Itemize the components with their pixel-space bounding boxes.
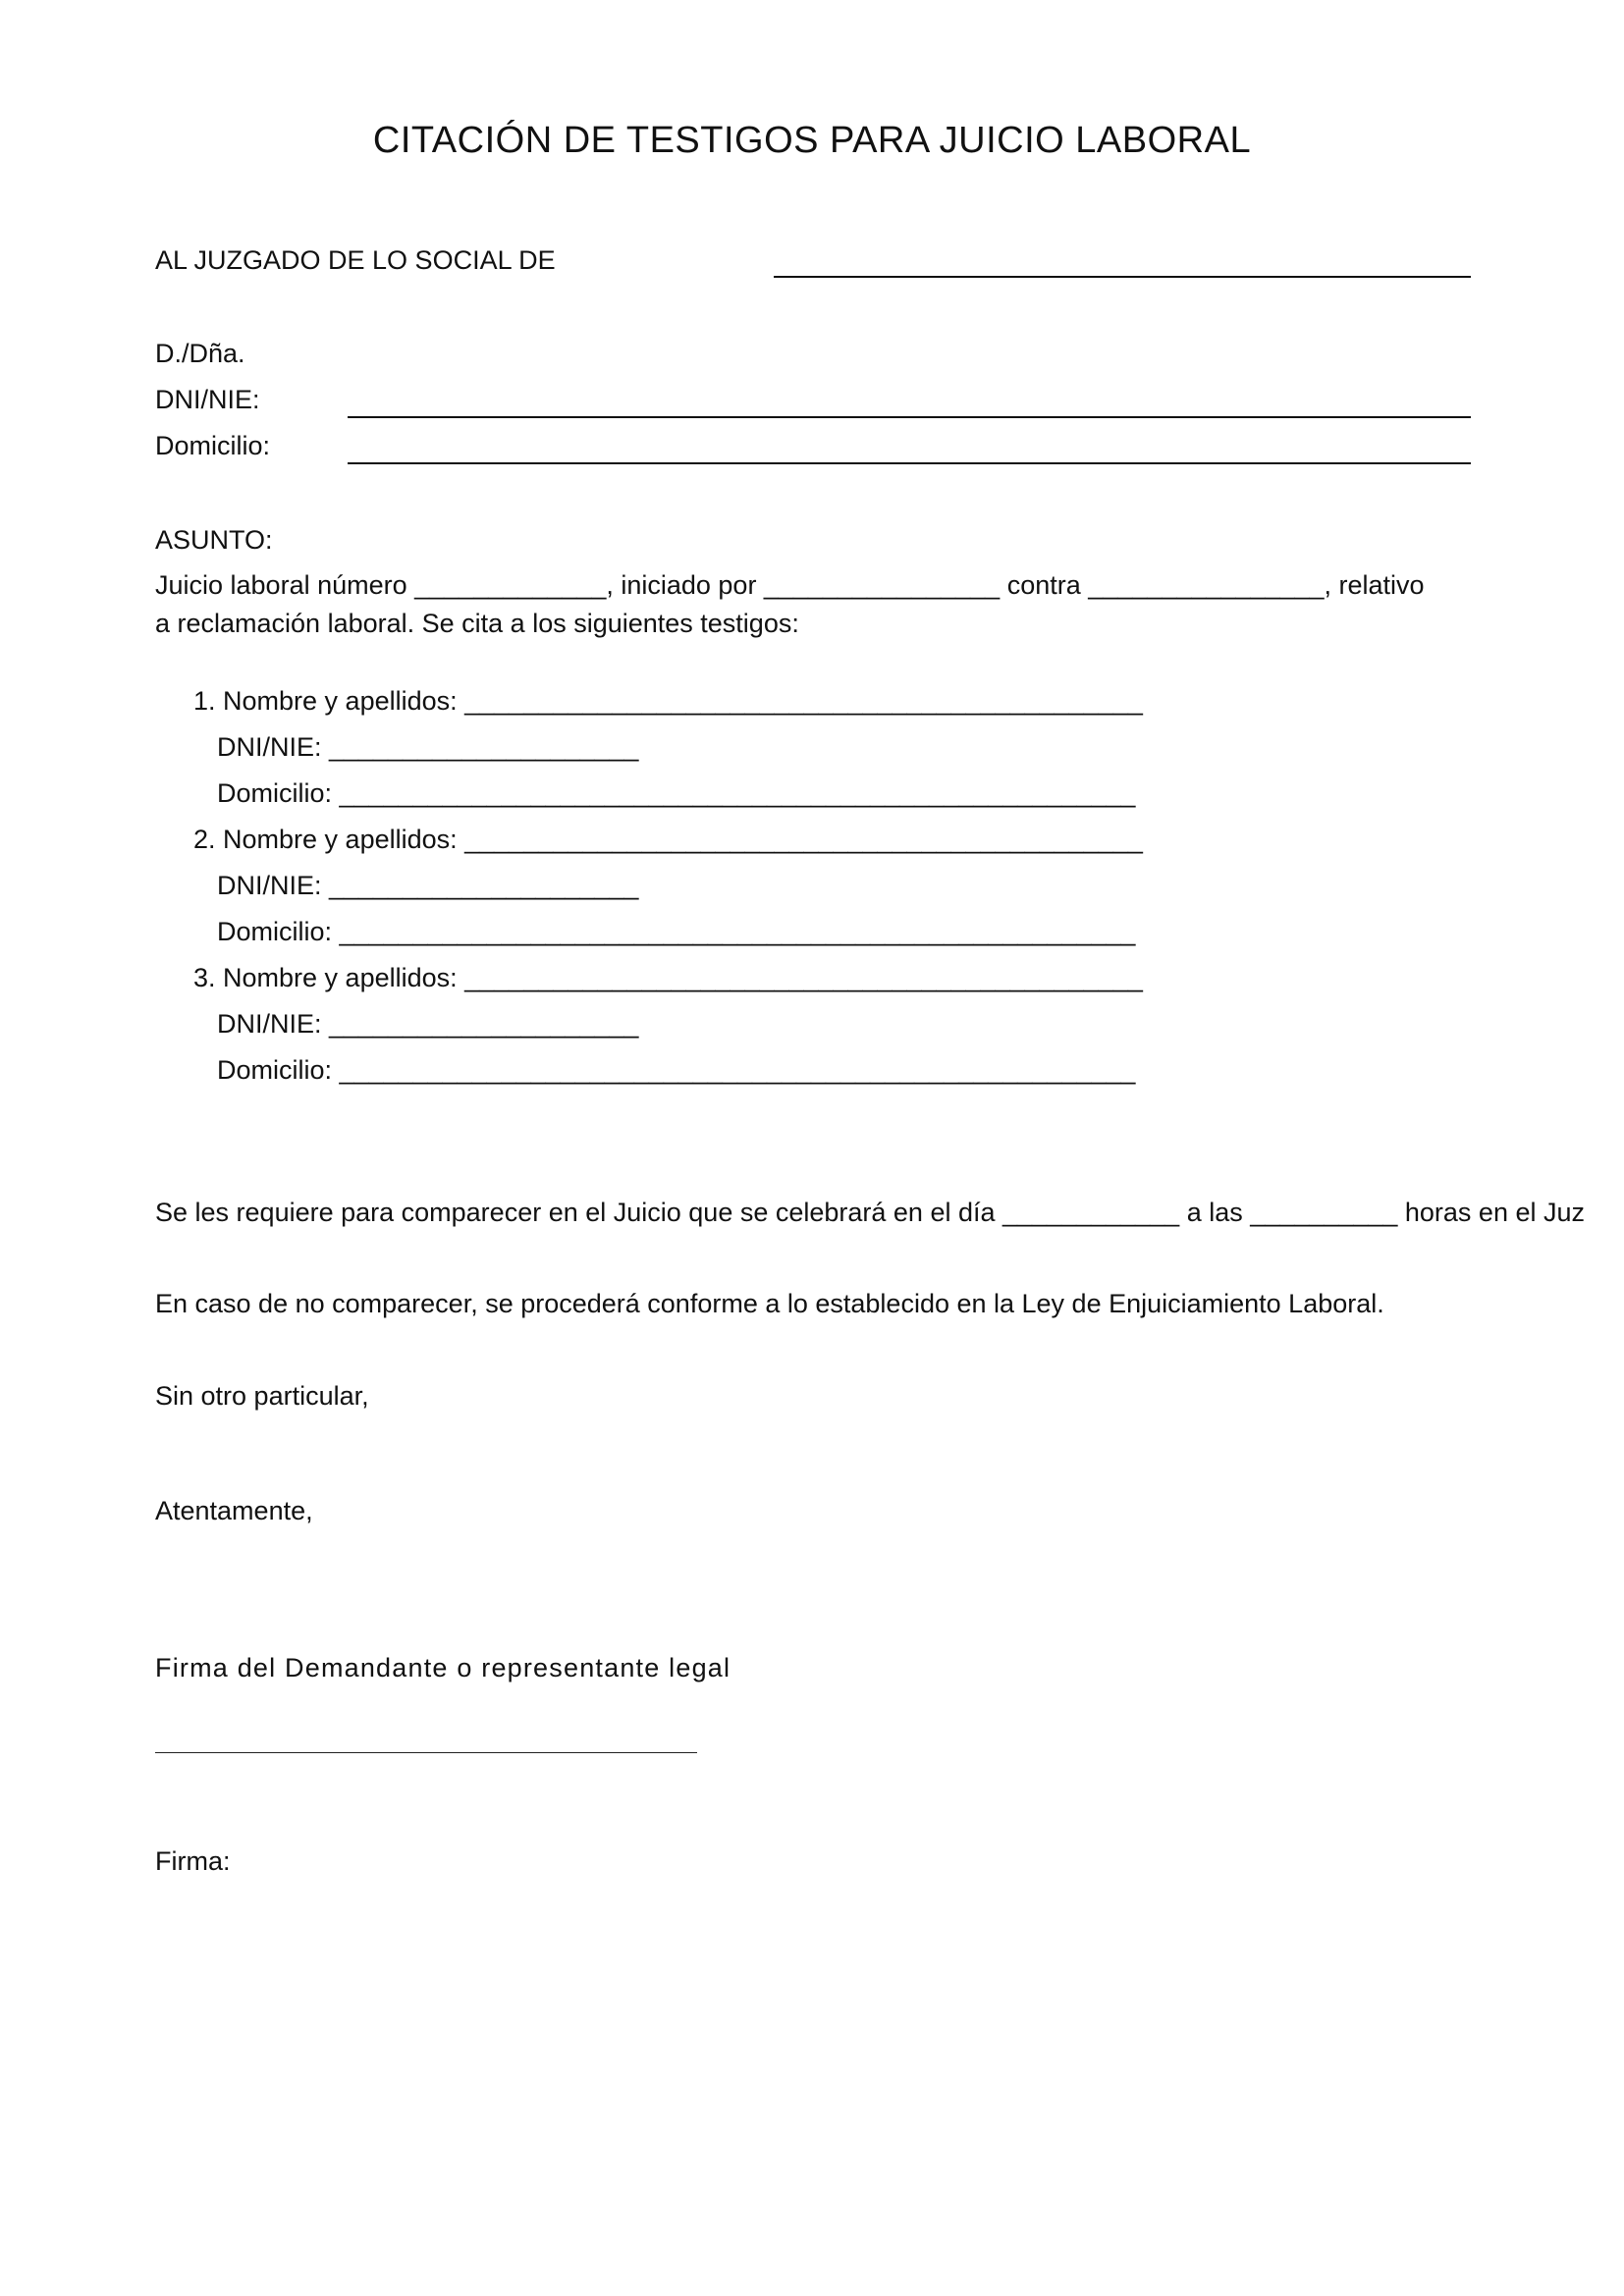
witness-2-dni-line: DNI/NIE: _____________________	[217, 871, 639, 900]
subject-heading: ASUNTO:	[155, 525, 273, 555]
signature-line	[155, 1752, 697, 1753]
applicant-address-blank-line	[348, 462, 1471, 464]
witness-3-address-line: Domicilio: ______________________________________________________	[217, 1055, 1136, 1085]
applicant-dni-label: DNI/NIE:	[155, 385, 260, 414]
witness-2-name-line: 2. Nombre y apellidos: ______________________________________________	[193, 825, 1143, 854]
witness-1-dni-line: DNI/NIE: _____________________	[217, 732, 639, 762]
document-title: CITACIÓN DE TESTIGOS PARA JUICIO LABORAL	[372, 120, 1252, 161]
applicant-name-label: D./Dña.	[155, 339, 245, 368]
regards-text: Atentamente,	[155, 1496, 313, 1525]
witness-1-name-line: 1. Nombre y apellidos: ______________________________________________	[193, 686, 1143, 716]
applicant-address-label: Domicilio:	[155, 431, 271, 460]
applicant-dni-blank-line	[348, 416, 1471, 418]
non-appearance-paragraph: En caso de no comparecer, se procederá conforme a lo establecido en la Ley de Enjuiciamiento Laboral.	[155, 1289, 1384, 1318]
witness-1-address-line: Domicilio: ______________________________________________________	[217, 778, 1136, 808]
subject-line-1: Juicio laboral número _____________, iniciado por ________________ contra ________________, relativo	[155, 570, 1425, 600]
firma-label: Firma:	[155, 1846, 231, 1876]
witness-3-name-line: 3. Nombre y apellidos: ______________________________________________	[193, 963, 1143, 992]
subject-line-2: a reclamación laboral. Se cita a los siguientes testigos:	[155, 609, 799, 638]
witness-3-dni-line: DNI/NIE: _____________________	[217, 1009, 639, 1039]
closing-text: Sin otro particular,	[155, 1381, 369, 1411]
signature-label: Firma del Demandante o representante legal	[155, 1653, 731, 1682]
appearance-paragraph: Se les requiere para comparecer en el Juicio que se celebrará en el día ____________ a las __________ horas en el Juz	[155, 1198, 1585, 1227]
court-label: AL JUZGADO DE LO SOCIAL DE	[155, 245, 556, 275]
witness-2-address-line: Domicilio: ______________________________________________________	[217, 917, 1136, 946]
court-blank-line	[774, 276, 1471, 278]
